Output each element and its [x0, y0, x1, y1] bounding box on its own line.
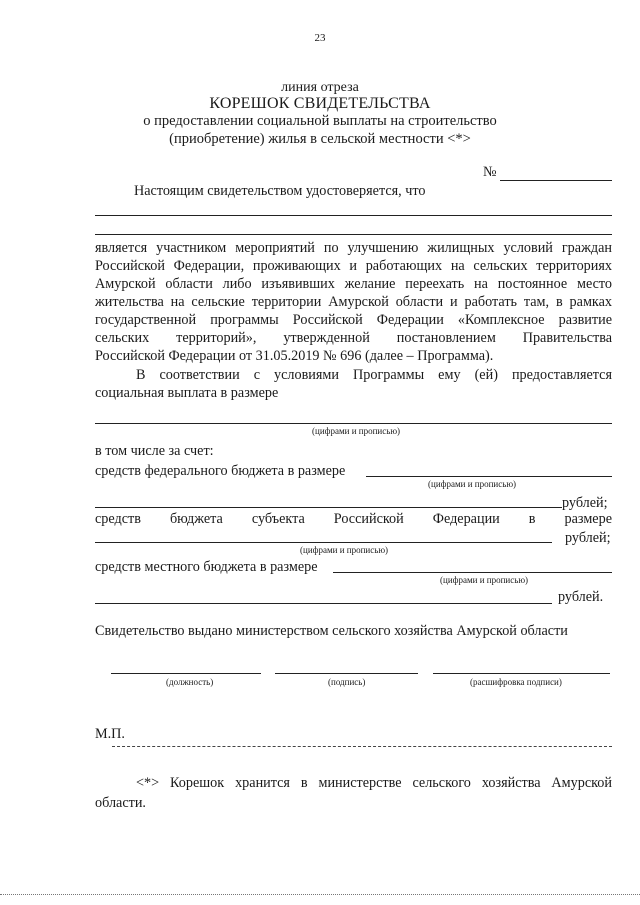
regional-budget-label: средств бюджета субъекта Российской Федерации в размере [95, 511, 612, 527]
federal-amount-field-2[interactable] [95, 507, 562, 508]
local-amount-field-2[interactable] [95, 603, 552, 604]
federal-amount-hint: (цифрами и прописью) [428, 479, 517, 489]
regional-amount-field[interactable] [95, 542, 552, 543]
footnote-line-1: <*> Корешок хранится в министерстве сельского хозяйства Амурской [136, 775, 612, 791]
footnote-line-2: области. [95, 795, 146, 811]
regional-amount-hint: (цифрами и прописью) [300, 545, 389, 555]
position-field[interactable] [111, 673, 261, 674]
stamp-label: М.П. [95, 726, 125, 742]
document-title: КОРЕШОК СВИДЕТЕЛЬСТВА [209, 95, 431, 112]
page-number: 23 [314, 32, 326, 44]
body-line-6: сельских территорий», утвержденной постановлением Правительства [95, 330, 612, 346]
recipient-name-field-2[interactable] [95, 234, 612, 235]
number-label: № [483, 164, 497, 180]
including-label: в том числе за счет: [95, 443, 214, 459]
federal-amount-field-1[interactable] [366, 476, 612, 477]
signature-decoding-hint: (расшифровка подписи) [470, 677, 562, 687]
local-budget-label: средств местного бюджета в размере [95, 559, 318, 575]
body-line-4: жительства на сельские территории Амурской области и работать там, в рамках [95, 294, 612, 310]
number-field[interactable] [500, 180, 612, 181]
local-amount-hint: (цифрами и прописью) [440, 575, 529, 585]
local-amount-field-1[interactable] [333, 572, 612, 573]
federal-budget-label: средств федерального бюджета в размере [95, 463, 346, 479]
signature-decoding-field[interactable] [433, 673, 610, 674]
body-line-7: Российской Федерации от 31.05.2019 № 696 (далее – Программа). [95, 348, 494, 364]
body-line-2: Российской Федерации, проживающих и работающих на сельских территориях [95, 258, 612, 274]
amount-hint: (цифрами и прописью) [312, 426, 401, 436]
page-bottom-border [0, 894, 640, 895]
cut-line-label: линия отреза [281, 80, 359, 95]
body-line-5: государственной программы Российской Федерации «Комплексное развитие [95, 312, 612, 328]
local-currency: рублей. [558, 589, 604, 605]
body-line-3: Амурской области либо изъявивших желание переехать на постоянное место [95, 276, 612, 292]
federal-currency: рублей; [562, 495, 608, 511]
signature-field[interactable] [275, 673, 418, 674]
issued-by-text: Свидетельство выдано министерством сельского хозяйства Амурской области [95, 623, 568, 639]
certify-text: Настоящим свидетельством удостоверяется, что [134, 183, 426, 199]
regional-currency: рублей; [565, 530, 611, 546]
amount-field[interactable] [95, 423, 612, 424]
conditions-line-2: социальная выплата в размере [95, 385, 279, 401]
recipient-name-field-1[interactable] [95, 215, 612, 216]
document-subtitle-1: о предоставлении социальной выплаты на строительство [143, 113, 497, 129]
stamp-cut-line [112, 746, 612, 747]
signature-hint: (подпись) [328, 677, 366, 687]
body-line-1: является участником мероприятий по улучшению жилищных условий граждан [95, 240, 612, 256]
document-subtitle-2: (приобретение) жилья в сельской местности <*> [169, 131, 471, 147]
conditions-line-1: В соответствии с условиями Программы ему (ей) предоставляется [136, 367, 612, 383]
position-hint: (должность) [166, 677, 214, 687]
